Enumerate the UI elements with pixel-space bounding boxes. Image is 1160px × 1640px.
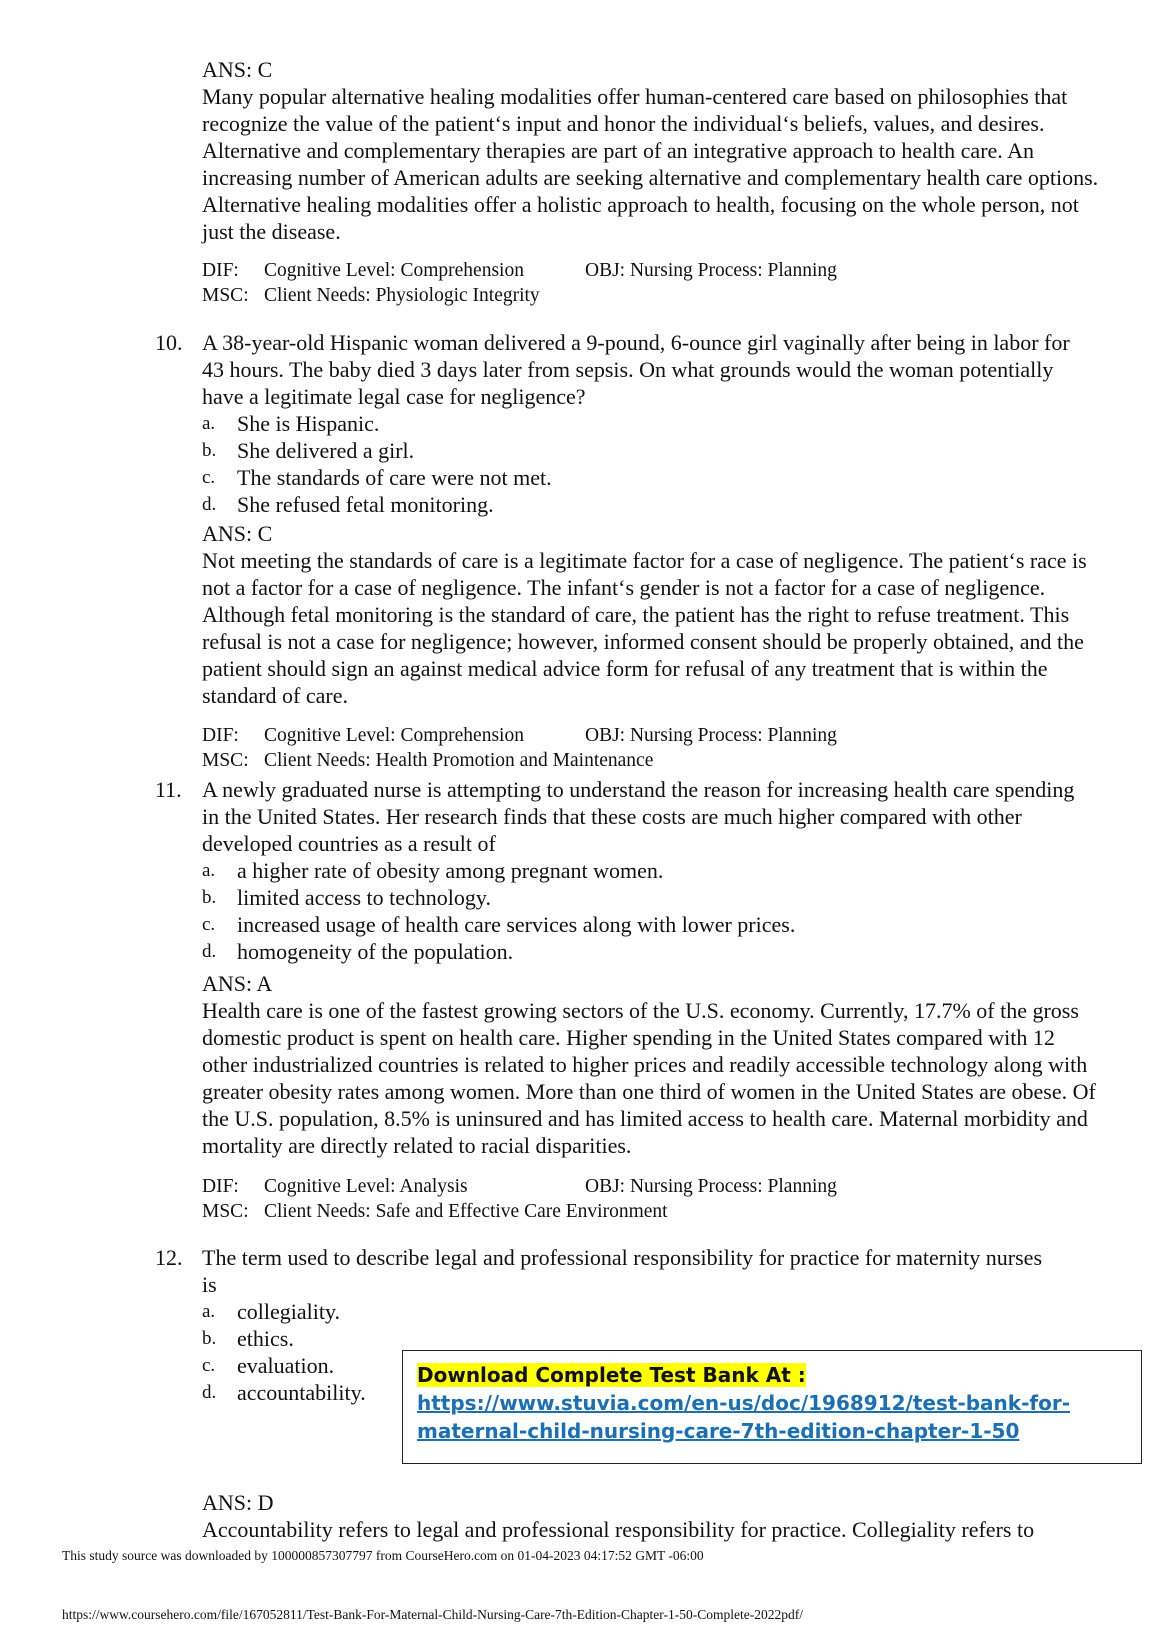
- download-heading: Download Complete Test Bank At :: [417, 1363, 806, 1387]
- footer-source-note: This study source was downloaded by 100000857307797 from CourseHero.com on 01-04-2023 04:17:52 GMT -06:00: [62, 1548, 704, 1563]
- q10-option-a: a. She is Hispanic.: [202, 411, 380, 436]
- q10-obj: OBJ: Nursing Process: Planning: [585, 725, 837, 746]
- q12-option-c: c. evaluation.: [202, 1353, 335, 1378]
- download-link-line-2[interactable]: maternal-child-nursing-care-7th-edition-chapter-1-50: [417, 1419, 1020, 1443]
- q9-answer-section: [202, 56, 1102, 245]
- q11-option-a: a. a higher rate of obesity among pregnant women.: [202, 858, 664, 883]
- q9-rationale: Many popular alternative healing modalities offer human-centered care based on philosophies that recognize the value of the patient‘s input and honor the individual‘s beliefs, values, and desires. Alternative and complementary therapies are part of an integrative approach to health care. An increasing number of American adults are seeking alternative and complementary health care options. Alternative healing modalities offer a holistic approach to health, focusing on the whole person, not just the disease.: [202, 84, 1099, 244]
- q9-obj: OBJ: Nursing Process: Planning: [585, 260, 837, 281]
- q9-dif: Cognitive Level: Comprehension: [264, 260, 524, 281]
- q9-msc-label: MSC:: [202, 285, 249, 306]
- q11-stem: A newly graduated nurse is attempting to understand the reason for increasing health care spending in the United States. Her research finds that these costs are much higher compared with other developed countries as a result of: [202, 777, 1075, 856]
- q11-rationale: Health care is one of the fastest growing sectors of the U.S. economy. Currently, 17.7% of the gross domestic product is spent on health care. Higher spending in the United States compared with 12 other industrialized countries is related to higher prices and readily accessible technology along with greater obesity rates among women. More than one third of women in the United States are obese. Of the U.S. population, 8.5% is uninsured and has limited access to health care. Maternal morbidity and mortality are directly related to racial disparities.: [202, 998, 1096, 1158]
- q11-options: [202, 857, 1085, 965]
- q11-msc-label: MSC:: [202, 1201, 249, 1222]
- q10-answer-section: [202, 520, 1102, 709]
- q10-stem: A 38-year-old Hispanic woman delivered a 9-pound, 6-ounce girl vaginally after being in labor for 43 hours. The baby died 3 days later from sepsis. On what grounds would the woman potentially have a legitimate legal case for negligence?: [202, 330, 1070, 409]
- q11-dif: Cognitive Level: Analysis: [264, 1176, 468, 1197]
- q9-dif-label: DIF:: [202, 260, 239, 281]
- q11-option-b: b. limited access to technology.: [202, 885, 491, 910]
- q10-rationale: Not meeting the standards of care is a legitimate factor for a case of negligence. The patient‘s race is not a factor for a case of negligence. The infant‘s gender is not a factor for a case of negligence. Although fetal monitoring is the standard of care, the patient has the right to refuse treatment. This refusal is not a case for negligence; however, informed consent should be properly obtained, and the patient should sign an against medical advice form for refusal of any treatment that is within the standard of care.: [202, 548, 1087, 708]
- q12-answer-section: [202, 1489, 1102, 1543]
- q11-metadata: [202, 1174, 1102, 1224]
- q9-msc: Client Needs: Physiologic Integrity: [264, 285, 540, 306]
- q10-metadata: [202, 723, 1102, 773]
- download-callout-box: [402, 1350, 1142, 1464]
- q11-answer-section: [202, 970, 1102, 1159]
- footer-url[interactable]: https://www.coursehero.com/file/167052811/Test-Bank-For-Maternal-Child-Nursing-Care-7th-Edition-Chapter-1-50-Complete-2022pdf/: [62, 1607, 803, 1622]
- q10-dif: Cognitive Level: Comprehension: [264, 725, 524, 746]
- q10-answer: ANS: C: [202, 521, 273, 546]
- question-10: [155, 329, 1085, 518]
- q11-msc: Client Needs: Safe and Effective Care Environment: [264, 1201, 668, 1222]
- question-11: [155, 776, 1085, 965]
- q12-answer: ANS: D: [202, 1490, 274, 1515]
- q11-dif-label: DIF:: [202, 1176, 239, 1197]
- q12-option-b: b. ethics.: [202, 1326, 294, 1351]
- q12-stem: The term used to describe legal and professional responsibility for practice for maternity nurses is: [202, 1245, 1043, 1297]
- q10-dif-label: DIF:: [202, 725, 239, 746]
- q9-answer: ANS: C: [202, 57, 273, 82]
- q10-option-c: c. The standards of care were not met.: [202, 465, 552, 490]
- q10-number: 10.: [155, 330, 183, 355]
- q9-metadata: [202, 258, 1102, 308]
- download-link-line-1[interactable]: https://www.stuvia.com/en-us/doc/1968912/test-bank-for-: [417, 1391, 1070, 1415]
- q10-msc: Client Needs: Health Promotion and Maintenance: [264, 750, 654, 771]
- q12-option-d: d. accountability.: [202, 1380, 366, 1405]
- q10-option-d: d. She refused fetal monitoring.: [202, 492, 494, 517]
- q11-option-d: d. homogeneity of the population.: [202, 939, 514, 964]
- q12-rationale: Accountability refers to legal and professional responsibility for practice. Collegiality refers to: [202, 1517, 1035, 1542]
- q11-answer: ANS: A: [202, 971, 273, 996]
- q10-msc-label: MSC:: [202, 750, 249, 771]
- q10-options: [202, 410, 1085, 518]
- q10-option-b: b. She delivered a girl.: [202, 438, 415, 463]
- q11-number: 11.: [155, 777, 182, 802]
- q11-obj: OBJ: Nursing Process: Planning: [585, 1176, 837, 1197]
- q12-number: 12.: [155, 1245, 183, 1270]
- q11-option-c: c. increased usage of health care services along with lower prices.: [202, 912, 796, 937]
- q12-option-a: a. collegiality.: [202, 1299, 341, 1324]
